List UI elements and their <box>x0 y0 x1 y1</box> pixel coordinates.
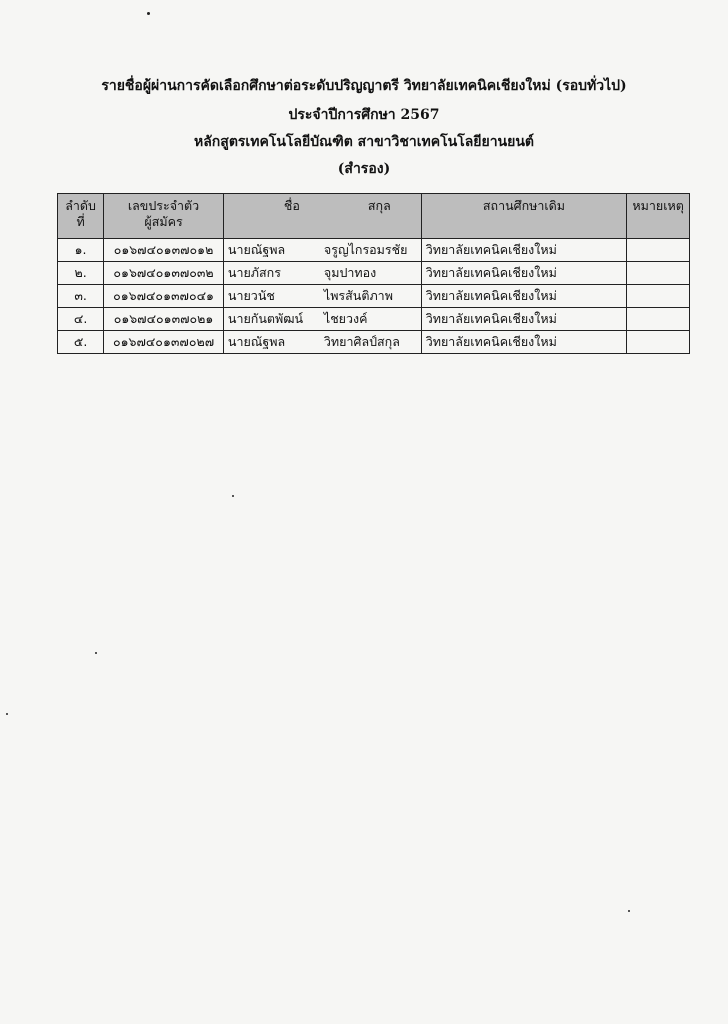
results-table <box>57 193 690 354</box>
cell-name <box>223 239 421 262</box>
cell-name <box>223 308 421 331</box>
scan-speck <box>95 652 97 654</box>
cell-last-name: จรูญไกรอมรชัย <box>323 242 408 257</box>
cell-first-name: นายณัฐพล <box>227 334 286 349</box>
cell-name <box>223 285 421 308</box>
column-header-id-line2: ผู้สมัคร <box>144 214 183 229</box>
table-row <box>58 285 690 308</box>
program-name: หลักสูตรเทคโนโลยีบัณฑิต สาขาวิชาเทคโนโลยียานยนต์ <box>193 134 534 150</box>
cell-note <box>627 262 690 285</box>
table-row <box>58 331 690 354</box>
cell-first-name: นายวนัช <box>227 288 275 303</box>
cell-first-name: นายกันตพัฒน์ <box>227 311 304 326</box>
scan-speck <box>6 713 8 715</box>
cell-last-name: วิทยาศิลป์สกุล <box>323 334 400 349</box>
cell-first-name: นายณัฐพล <box>227 242 286 257</box>
cell-no: ๕. <box>58 331 104 354</box>
cell-id: ๐๑๖๗๔๐๑๓๗๐๓๒ <box>104 262 224 285</box>
column-header-no-line2: ที่ <box>76 214 85 229</box>
table-header-row <box>58 194 690 239</box>
cell-no: ๒. <box>58 262 104 285</box>
cell-last-name: ไชยวงค์ <box>323 311 368 326</box>
column-header-name <box>223 194 421 239</box>
cell-id: ๐๑๖๗๔๐๑๓๗๐๑๒ <box>104 239 224 262</box>
cell-no: ๑. <box>58 239 104 262</box>
cell-id: ๐๑๖๗๔๐๑๓๗๐๔๑ <box>104 285 224 308</box>
cell-id: ๐๑๖๗๔๐๑๓๗๐๒๗ <box>104 331 224 354</box>
cell-note <box>627 308 690 331</box>
cell-note <box>627 239 690 262</box>
cell-no: ๓. <box>58 285 104 308</box>
column-header-no <box>58 194 104 239</box>
cell-note <box>627 331 690 354</box>
academic-year: ประจำปีการศึกษา 2567 <box>288 107 440 123</box>
cell-first-name: นายภัสกร <box>227 265 281 280</box>
document-title: รายชื่อผู้ผ่านการคัดเลือกศึกษาต่อระดับปริญญาตรี วิทยาลัยเทคนิคเชียงใหม่ (รอบทั่วไป) <box>101 78 627 94</box>
column-header-school: สถานศึกษาเดิม <box>421 194 627 239</box>
scan-speck <box>147 12 150 15</box>
column-header-no-line1: ลำดับ <box>65 198 96 213</box>
column-header-id <box>104 194 224 239</box>
cell-note <box>627 285 690 308</box>
cell-school: วิทยาลัยเทคนิคเชียงใหม่ <box>421 285 627 308</box>
cell-name <box>223 331 421 354</box>
table-row <box>58 262 690 285</box>
cell-no: ๔. <box>58 308 104 331</box>
scan-speck <box>232 495 234 497</box>
column-header-id-line1: เลขประจำตัว <box>127 198 200 213</box>
cell-school: วิทยาลัยเทคนิคเชียงใหม่ <box>421 239 627 262</box>
list-type: (สำรอง) <box>337 161 391 177</box>
column-header-first-name: ชื่อ <box>283 198 300 213</box>
cell-last-name: จุมปาทอง <box>323 265 377 280</box>
table-row <box>58 239 690 262</box>
scan-speck <box>628 910 630 912</box>
cell-school: วิทยาลัยเทคนิคเชียงใหม่ <box>421 308 627 331</box>
table-row <box>58 308 690 331</box>
column-header-last-name: สกุล <box>367 198 391 213</box>
column-header-note: หมายเหตุ <box>627 194 690 239</box>
cell-school: วิทยาลัยเทคนิคเชียงใหม่ <box>421 262 627 285</box>
cell-school: วิทยาลัยเทคนิคเชียงใหม่ <box>421 331 627 354</box>
cell-last-name: ไพรสันติภาพ <box>323 288 393 303</box>
cell-id: ๐๑๖๗๔๐๑๓๗๐๒๑ <box>104 308 224 331</box>
cell-name <box>223 262 421 285</box>
